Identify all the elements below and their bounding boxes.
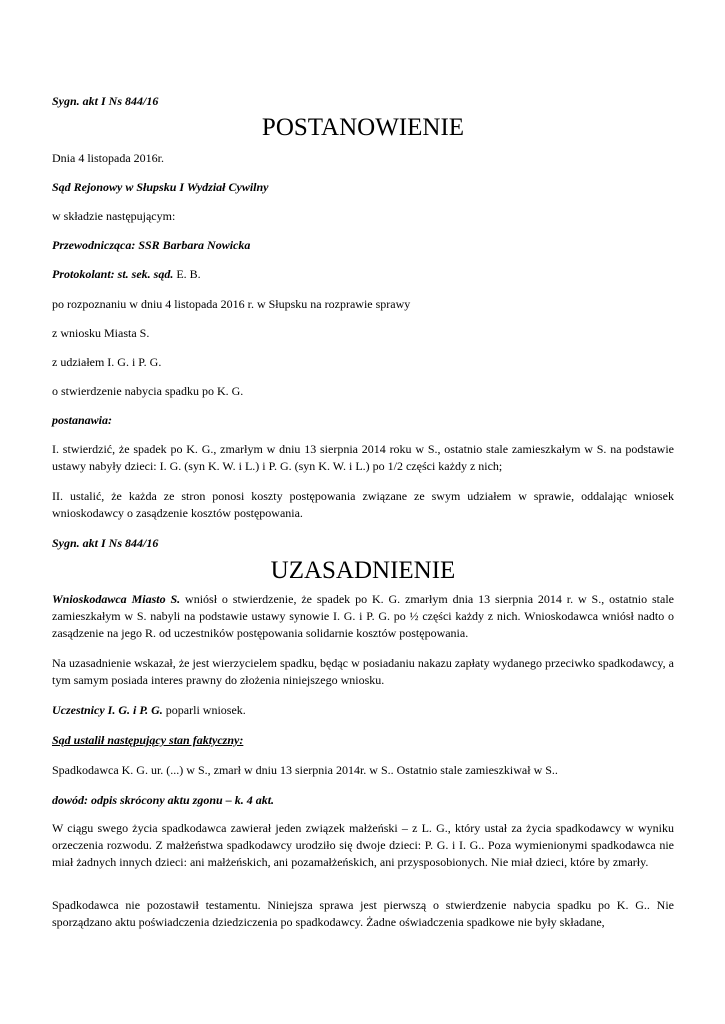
- paragraph-family: W ciągu swego życia spadkodawca zawierał jeden związek małżeński – z L. G., który ustał za życia spadkodawcy w wyniku orzeczenia rozwodu. Z małżeństwa spadkodawcy urodziło się dwoje dzieci: P. G. i I. G.. Poza wymienionymi spadkodawca nie miał żadnych innych dzieci: ani małżeńskich, ani pozamałżeńskich, ani przysposobionych. Nie miał dzieci, które by zmarły.: [52, 821, 674, 869]
- case-signature: Sygn. akt I Ns 844/16: [52, 94, 159, 108]
- subject-line: o stwierdzenie nabycia spadku po K. G.: [52, 384, 244, 398]
- court-clerk: [52, 267, 201, 281]
- paragraph-grounds: Na uzasadnienie wskazał, że jest wierzycielem spadku, będąc w posiadaniu nakazu zapłaty wydanego przeciwko spadkodawcy, a tym samym posiada interes prawny do złożenia niniejszego wniosku.: [52, 656, 674, 687]
- applicant-text: wniósł o stwierdzenie, że spadek po K. G. zmarłym dnia 13 sierpnia 2014 r. w S., ostatnio stale zamieszkałym w S. nabyli na podstawie ustawy synowie I. G. i P. G. po ½ części każdy z nich. Wnioskodawca wniósł nadto o zasądzenie na jego R. od uczestników postępowania solidarnie kosztów postępowania.: [52, 592, 674, 640]
- applicant-name: Wnioskodawca Miasto S.: [52, 592, 181, 606]
- participants-line: z udziałem I. G. i P. G.: [52, 355, 162, 369]
- case-signature-2: Sygn. akt I Ns 844/16: [52, 536, 159, 550]
- facts-heading: Sąd ustalił następujący stan faktyczny:: [52, 733, 244, 747]
- paragraph-participants: [52, 702, 674, 719]
- clerk-name: E. B.: [173, 267, 201, 281]
- presiding-judge: Przewodnicząca: SSR Barbara Nowicka: [52, 238, 251, 252]
- paragraph-applicant: [52, 591, 674, 642]
- ruling-point-1: I. stwierdzić, że spadek po K. G., zmarłym w dniu 13 sierpnia 2014 roku w S., ostatnio stale zamieszkałym w S. na podstawie ustawy nabyły dzieci: I. G. (syn K. W. i L.) i P. G. (syn K. W. i L.) po 1/2 części każdy z nich;: [52, 442, 674, 473]
- hearing-line: po rozpoznaniu w dniu 4 listopada 2016 r. w Słupsku na rozprawie sprawy: [52, 297, 411, 311]
- court-name: Sąd Rejonowy w Słupsku I Wydział Cywilny: [52, 180, 269, 194]
- participants-text: poparli wniosek.: [162, 703, 246, 717]
- justification-title: UZASADNIENIE: [270, 557, 456, 584]
- paragraph-decedent: Spadkodawca K. G. ur. (...) w S., zmarł w dniu 13 sierpnia 2014r. w S.. Ostatnio stale zamieszkiwał w S..: [52, 763, 558, 777]
- motion-line: z wniosku Miasta S.: [52, 326, 150, 340]
- paragraph-testament: Spadkodawca nie pozostawił testamentu. Niniejsza sprawa jest pierwszą o stwierdzenie nabycia spadku po K. G.. Nie sporządzano aktu poświadczenia dziedziczenia po spadkodawcy. Żadne oświadczenia spadkowe nie były składane,: [52, 898, 674, 929]
- clerk-label: Protokolant: st. sek. sąd.: [52, 267, 174, 281]
- decides-heading: postanawia:: [52, 413, 113, 427]
- decision-title: POSTANOWIENIE: [261, 114, 465, 141]
- ruling-point-2: II. ustalić, że każda ze stron ponosi koszty postępowania związane ze swym udziałem w sprawie, oddalając wniosek wnioskodawcy o zasądzenie kosztów postępowania.: [52, 489, 674, 520]
- participants-name: Uczestnicy I. G. i P. G.: [52, 703, 163, 717]
- evidence-line: dowód: odpis skrócony aktu zgonu – k. 4 akt.: [52, 793, 275, 807]
- decision-date: Dnia 4 listopada 2016r.: [52, 151, 164, 165]
- composition-line: w składzie następującym:: [52, 209, 176, 223]
